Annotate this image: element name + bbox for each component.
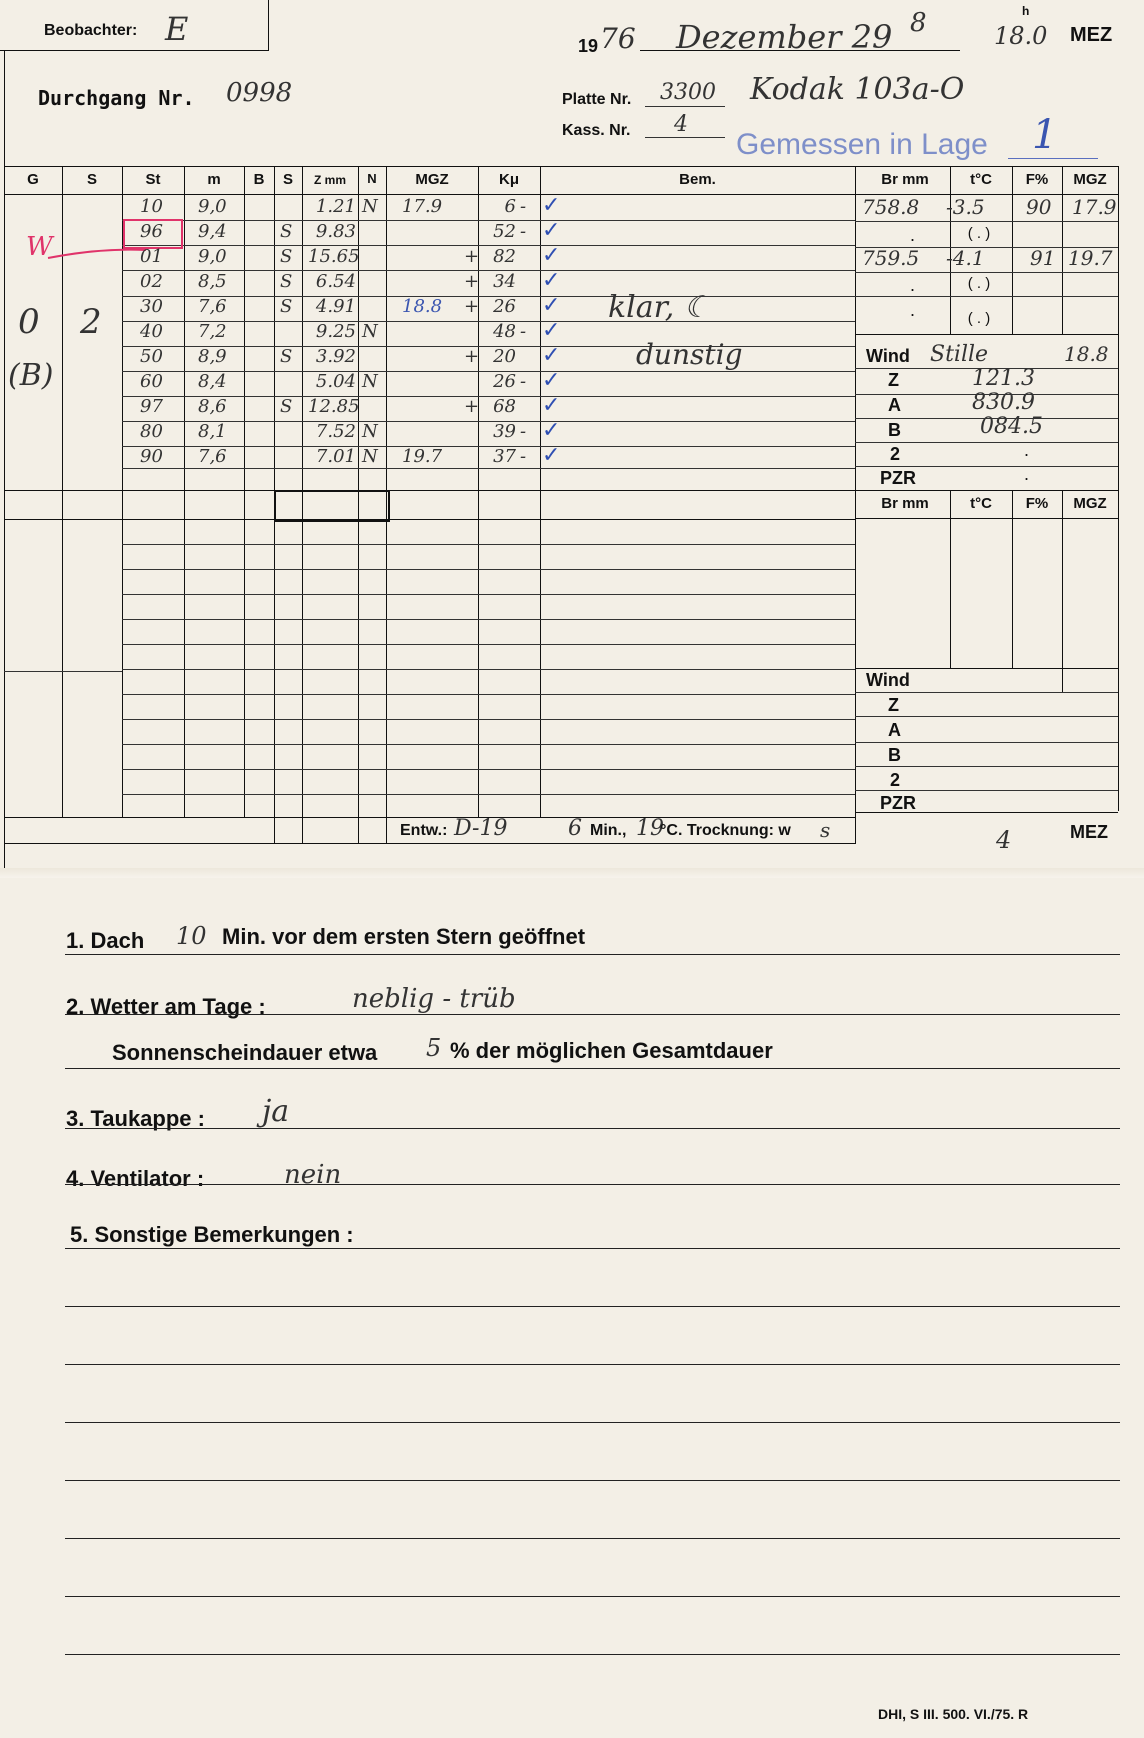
met1-br-3: 759.5: [862, 246, 920, 270]
row-st: 97: [140, 396, 163, 417]
met1-dot-5: .: [910, 300, 916, 320]
check-mark: ✓: [542, 267, 561, 292]
row-z: 9.25: [315, 321, 356, 342]
z-label: Z: [888, 370, 899, 390]
row-z: 7.01: [315, 446, 356, 467]
row-k-trail: -: [520, 321, 527, 342]
form-id: DHI, S III. 500. VI./75. R: [878, 1706, 1029, 1722]
z2-label: Z: [888, 695, 899, 715]
measured-stamp-value: 1: [1032, 112, 1058, 158]
year-prefix: 19: [578, 36, 599, 56]
note2-label: 2. Wetter am Tage :: [66, 994, 266, 1019]
met1-mgz-3: 19.7: [1068, 246, 1113, 270]
check-mark: ✓: [542, 442, 561, 467]
wind-value: Stille: [930, 342, 989, 367]
hour-mark: h: [1022, 4, 1030, 18]
side-g2-value: (B): [8, 358, 54, 393]
check-mark: ✓: [542, 317, 561, 342]
row-k-trail: -: [520, 196, 527, 217]
col-header-st: St: [145, 171, 161, 188]
row-z: 4.91: [315, 296, 356, 317]
plate-label: Platte Nr.: [562, 91, 632, 108]
row-s: S: [280, 221, 293, 242]
row-s: S: [280, 296, 293, 317]
sun-line: [65, 1068, 1120, 1069]
sun-label: Sonnenscheindauer etwa: [112, 1040, 378, 1065]
row-mgz: 17.9: [402, 196, 443, 217]
note1-line: [65, 954, 1120, 955]
note2-value: neblig - trüb: [352, 984, 516, 1014]
check-mark: ✓: [542, 367, 561, 392]
blank-line-1: [65, 1306, 1120, 1307]
met1-dot-4: .: [910, 275, 916, 295]
row-z: 1.21: [315, 196, 356, 217]
row-k: 20: [493, 346, 516, 367]
row-s: S: [280, 246, 293, 267]
note4-label: 4. Ventilator :: [66, 1166, 205, 1191]
footer-timezone: MEZ: [1070, 822, 1108, 842]
row-k-sign: +: [464, 246, 480, 267]
row-z: 9.83: [315, 221, 356, 242]
sun-rest: % der möglichen Gesamtdauer: [450, 1038, 773, 1063]
check-mark: ✓: [542, 392, 561, 417]
note5-label: 5. Sonstige Bemerkungen :: [70, 1222, 354, 1247]
note2-line: [65, 1014, 1120, 1015]
min-label: Min.,: [590, 822, 627, 839]
row-st: 60: [140, 371, 163, 392]
row-k-trail: -: [520, 221, 527, 242]
row-st: 02: [140, 271, 163, 292]
row-m: 9,0: [198, 246, 227, 267]
row-n: N: [362, 321, 378, 342]
wind-time: 18.8: [1064, 342, 1109, 366]
met1-br-1: 758.8: [862, 195, 920, 219]
remark-line2: dunstig: [636, 338, 743, 371]
date-mark: 8: [910, 8, 927, 38]
b-label: B: [888, 420, 901, 440]
row-m: 8,1: [198, 421, 227, 442]
row-k: 37: [493, 446, 516, 467]
row-st: 90: [140, 446, 163, 467]
row-s: S: [280, 346, 293, 367]
col-header-m: m: [207, 171, 221, 188]
row-z: 5.04: [315, 371, 356, 392]
blank-line-3: [65, 1422, 1120, 1423]
timezone-label: MEZ: [1070, 24, 1113, 46]
b-value: 084.5: [980, 414, 1043, 439]
note1-rest: Min. vor dem ersten Stern geöffnet: [222, 924, 586, 949]
row-z: 7.52: [315, 421, 356, 442]
cassette-label: Kass. Nr.: [562, 122, 631, 139]
col-header-s2: S: [282, 171, 293, 188]
row-m: 8,9: [198, 346, 227, 367]
date-line: [640, 50, 960, 51]
note4-line: [65, 1184, 1120, 1185]
note5-line: [65, 1248, 1120, 1249]
pzr-dot: .: [1024, 464, 1030, 484]
met1-header-t: t°C: [970, 171, 992, 188]
entw-label: Entw.:: [400, 822, 448, 839]
row-n: N: [362, 196, 378, 217]
check-mark: ✓: [542, 242, 561, 267]
met2-header-t: t°C: [970, 495, 992, 512]
check-mark: ✓: [542, 292, 561, 317]
note3-value: ja: [262, 1094, 290, 1129]
two-label: 2: [890, 444, 901, 464]
row-st: 40: [140, 321, 163, 342]
col-header-s: S: [86, 171, 97, 188]
row-k-trail: -: [520, 446, 527, 467]
row-m: 7,6: [198, 296, 227, 317]
row-m: 7,2: [198, 321, 227, 342]
a2-label: A: [888, 720, 901, 740]
met1-paren-2: ( . ): [967, 225, 991, 242]
pzr2-label: PZR: [880, 793, 916, 813]
year-suffix: 76: [600, 22, 636, 55]
note3-label: 3. Taukappe :: [66, 1106, 205, 1131]
pzr-label: PZR: [880, 468, 916, 488]
dry-value: s: [820, 818, 831, 842]
z-value: 121.3: [972, 366, 1035, 391]
row-mgz: 19.7: [402, 446, 443, 467]
cassette-value: 4: [674, 112, 688, 137]
row-n: N: [362, 421, 378, 442]
col-header-n: N: [367, 171, 377, 186]
row-st: 01: [140, 246, 163, 267]
row-n: N: [362, 371, 378, 392]
met1-paren-4: ( . ): [967, 275, 991, 292]
time-mark: 4: [996, 826, 1012, 854]
row-k: 48: [493, 321, 516, 342]
a-label: A: [888, 395, 901, 415]
row-st: 50: [140, 346, 163, 367]
met1-header-f: F%: [1025, 171, 1049, 188]
side-s-value: 2: [80, 302, 102, 342]
row-m: 8,5: [198, 271, 227, 292]
row-m: 9,4: [198, 221, 227, 242]
met1-header-br: Br mm: [881, 171, 929, 188]
note3-line: [65, 1128, 1120, 1129]
row-m: 9,0: [198, 196, 227, 217]
row-st: 80: [140, 421, 163, 442]
met1-f-1: 90: [1026, 195, 1052, 219]
observer-value: E: [165, 10, 189, 48]
transit-value: 0998: [226, 78, 293, 108]
row-k: 26: [493, 296, 516, 317]
date-value: Dezember 29: [676, 18, 893, 56]
sun-value: 5: [426, 1034, 442, 1062]
row-k: 6: [504, 196, 516, 217]
blank-line-5: [65, 1538, 1120, 1539]
row-k-trail: -: [520, 421, 527, 442]
cassette-line: [645, 137, 725, 138]
row-m: 8,4: [198, 371, 227, 392]
two-dot: .: [1024, 440, 1030, 460]
a-value: 830.9: [972, 390, 1035, 415]
row-z: 3.92: [315, 346, 356, 367]
met2-header-f: F%: [1025, 495, 1049, 512]
temp-label: °C. Trocknung: w: [660, 822, 791, 839]
check-mark: ✓: [542, 417, 561, 442]
met1-f-3: 91: [1030, 246, 1056, 270]
met1-paren-5: ( . ): [967, 310, 991, 327]
stamp-line: [1008, 158, 1098, 159]
blank-line-4: [65, 1480, 1120, 1481]
row-k: 82: [493, 246, 516, 267]
w-mark: W: [26, 232, 53, 262]
row-st: 30: [140, 296, 163, 317]
row-m: 7,6: [198, 446, 227, 467]
temp-value: 19: [636, 816, 664, 841]
remark-line1: klar, ☾: [608, 290, 711, 325]
check-mark: ✓: [542, 217, 561, 242]
col-header-k: Kμ: [498, 171, 519, 188]
row-k: 34: [493, 271, 516, 292]
met1-header-mgz: MGZ: [1073, 171, 1107, 188]
row-k-sign: +: [464, 271, 480, 292]
w-mark-line: [40, 218, 186, 264]
met2-header-mgz: MGZ: [1073, 495, 1107, 512]
plate-type: Kodak 103a-O: [750, 72, 965, 107]
fold-edge: [0, 868, 1144, 878]
measured-stamp: Gemessen in Lage: [736, 128, 988, 161]
plate-value: 3300: [660, 80, 716, 105]
col-header-remarks: Bem.: [679, 171, 716, 188]
two2-label: 2: [890, 770, 901, 790]
b2-label: B: [888, 745, 901, 765]
row-z: 12.85: [308, 396, 360, 417]
row-k-sign: +: [464, 396, 480, 417]
row-k-sign: +: [464, 346, 480, 367]
wind2-label: Wind: [866, 670, 910, 690]
transit-label: Durchgang Nr.: [38, 86, 195, 110]
row-mgz: 18.8: [402, 296, 443, 317]
check-mark: ✓: [542, 342, 561, 367]
row-st: 10: [140, 196, 163, 217]
entw-value: D-19: [454, 816, 508, 841]
row-k: 52: [493, 221, 516, 242]
blank-line-2: [65, 1364, 1120, 1365]
met1-mgz-1: 17.9: [1072, 195, 1117, 219]
row-k-sign: +: [464, 296, 480, 317]
met1-t-3: -4.1: [946, 246, 985, 270]
row-z: 15.65: [308, 246, 360, 267]
note1-value: 10: [176, 922, 207, 950]
min-value: 6: [568, 816, 582, 841]
observer-label: Beobachter:: [44, 22, 138, 39]
row-n: N: [362, 446, 378, 467]
col-header-mgz: MGZ: [415, 171, 449, 188]
row-k: 39: [493, 421, 516, 442]
side-g-value: 0: [18, 302, 40, 342]
row-st: 96: [140, 221, 163, 242]
row-m: 8,6: [198, 396, 227, 417]
col-header-z: Z mm: [313, 173, 346, 187]
row-k: 68: [493, 396, 516, 417]
met1-t-1: -3.5: [946, 195, 985, 219]
blank-line-7: [65, 1654, 1120, 1655]
row-z: 6.54: [315, 271, 356, 292]
col-header-b: B: [253, 171, 265, 188]
blank-line-6: [65, 1596, 1120, 1597]
row-k-trail: -: [520, 371, 527, 392]
note1-label: 1. Dach: [66, 928, 145, 953]
row-s: S: [280, 396, 293, 417]
col-header-g: G: [27, 171, 39, 188]
note4-value: nein: [284, 1160, 342, 1190]
check-mark: ✓: [542, 192, 561, 217]
row-s: S: [280, 271, 293, 292]
row-k: 26: [493, 371, 516, 392]
met1-dot-2: .: [910, 225, 916, 245]
met2-header-br: Br mm: [881, 495, 929, 512]
time-value: 18.0: [994, 22, 1048, 50]
wind-label: Wind: [866, 346, 910, 366]
plate-line: [645, 106, 725, 107]
